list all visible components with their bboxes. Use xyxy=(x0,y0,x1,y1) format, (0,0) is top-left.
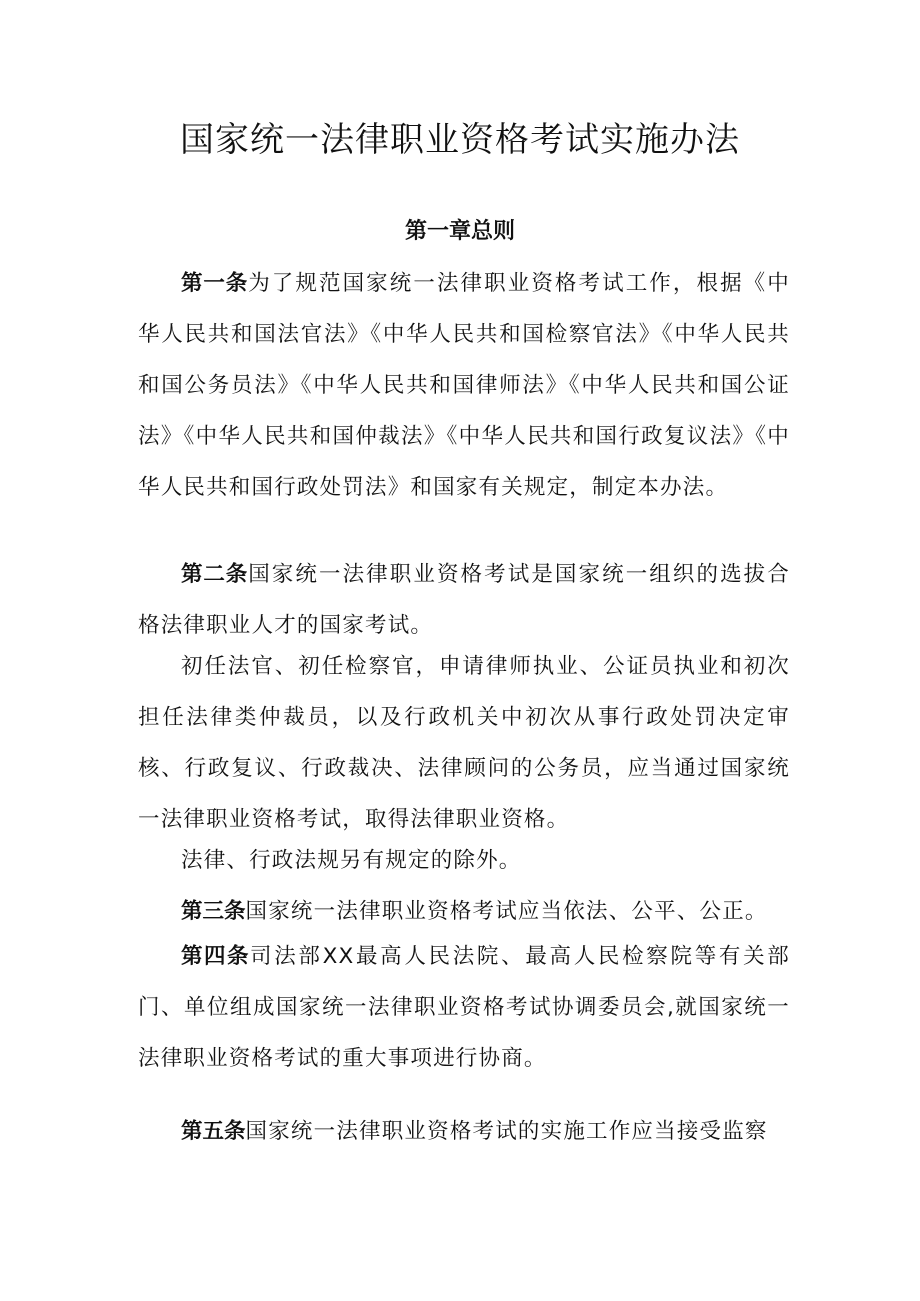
body-paragraph xyxy=(138,641,790,845)
article-label: 第一条 xyxy=(181,271,249,296)
article-paragraph xyxy=(138,258,790,513)
article-paragraph xyxy=(138,886,790,937)
article-paragraph xyxy=(138,1106,790,1157)
chapter-heading: 第一章总则 xyxy=(404,219,515,244)
article-text: 国家统一法律职业资格考试是国家统一组织的选拔合格法律职业人才的国家考试。 xyxy=(138,562,790,638)
paragraph-text: 初任法官、初任检察官，申请律师执业、公证员执业和初次担任法律类仲裁员，以及行政机关中初次从事行政处罚决定审核、行政复议、行政裁决、法律顾问的公务员，应当通过国家统一法律职业资格考试，取得法律职业资格。 xyxy=(138,654,790,832)
article-paragraph xyxy=(138,549,790,651)
article-text: 国家统一法律职业资格考试应当依法、公平、公正。 xyxy=(245,899,768,924)
article-text: 国家统一法律职业资格考试的实施工作应当接受监察 xyxy=(245,1119,768,1144)
body-paragraph xyxy=(138,835,790,886)
article-label: 第三条 xyxy=(181,899,246,924)
document-title: 国家统一法律职业资格考试实施办法 xyxy=(180,120,740,160)
article-label: 第二条 xyxy=(181,562,249,587)
article-label: 第五条 xyxy=(181,1119,246,1144)
article-text: 为了规范国家统一法律职业资格考试工作，根据《中华人民共和国法官法》《中华人民共和国检察官法》《中华人民共和国公务员法》《中华人民共和国律师法》《中华人民共和国公证法》《中华人民共和国仲裁法》《中华人民共和国行政复议法》《中华人民共和国行政处罚法》和国家有关规定，制定本办法。 xyxy=(138,271,790,500)
article-text: 司法部XX最高人民法院、最高人民检察院等有关部门、单位组成国家统一法律职业资格考试协调委员会,就国家统一法律职业资格考试的重大事项进行协商。 xyxy=(138,944,790,1071)
paragraph-text: 法律、行政法规另有规定的除外。 xyxy=(181,848,522,873)
article-label: 第四条 xyxy=(181,944,250,969)
article-paragraph xyxy=(138,931,790,1084)
